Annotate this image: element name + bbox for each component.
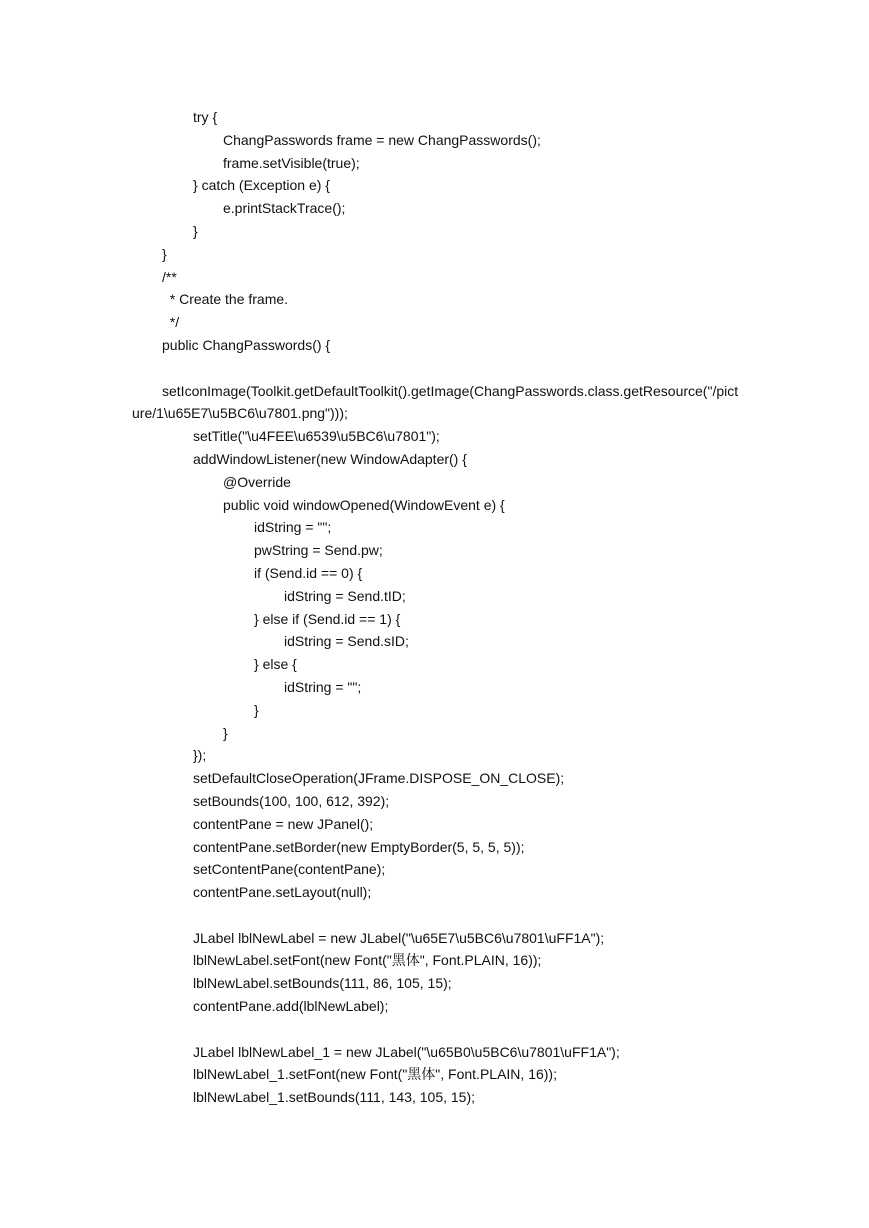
code-line: setContentPane(contentPane); (193, 861, 386, 878)
code-line: contentPane.add(lblNewLabel); (193, 998, 389, 1015)
code-line: */ (162, 314, 180, 331)
code-line: } (162, 245, 167, 262)
code-line: ure/1\u65E7\u5BC6\u7801.png"))); (132, 405, 348, 422)
code-line: contentPane.setBorder(new EmptyBorder(5, 5, 5, 5)); (193, 838, 525, 855)
code-line: JLabel lblNewLabel = new JLabel("\u65E7\u5BC6\u7801\uFF1A"); (193, 929, 605, 946)
code-line: contentPane = new JPanel(); (193, 815, 374, 832)
code-line: addWindowListener(new WindowAdapter() { (193, 450, 467, 467)
code-line: pwString = Send.pw; (254, 542, 383, 559)
code-line: } catch (Exception e) { (193, 177, 330, 194)
code-line: lblNewLabel.setBounds(111, 86, 105, 15); (193, 975, 452, 992)
code-line: /** (162, 268, 177, 285)
code-line: idString = ""; (254, 519, 332, 536)
code-line: public void windowOpened(WindowEvent e) { (223, 496, 505, 513)
code-line: * Create the frame. (162, 291, 289, 308)
code-line (0, 357, 869, 380)
code-line: contentPane.setLayout(null); (193, 884, 372, 901)
code-line: setBounds(100, 100, 612, 392); (193, 792, 390, 809)
code-line (0, 1018, 869, 1041)
code-line: idString = ""; (284, 678, 362, 695)
code-line: e.printStackTrace(); (223, 200, 346, 217)
code-line: } else if (Send.id == 1) { (254, 610, 401, 627)
code-line: ChangPasswords frame = new ChangPasswords(); (223, 131, 541, 148)
code-line (0, 904, 869, 927)
code-line: lblNewLabel.setFont(new Font("黑体", Font.PLAIN, 16)); (193, 952, 542, 969)
code-line: } (223, 724, 228, 741)
code-line: lblNewLabel_1.setBounds(111, 143, 105, 15); (193, 1089, 476, 1106)
code-line: setIconImage(Toolkit.getDefaultToolkit().getImage(ChangPasswords.class.getResource("/pict (162, 382, 739, 399)
code-line: }); (193, 747, 207, 764)
code-line: @Override (223, 473, 291, 490)
code-line: public ChangPasswords() { (162, 336, 331, 353)
code-line: setTitle("\u4FEE\u6539\u5BC6\u7801"); (193, 428, 440, 445)
code-line: lblNewLabel_1.setFont(new Font("黑体", Font.PLAIN, 16)); (193, 1066, 557, 1083)
code-line: } else { (254, 656, 297, 673)
code-listing (0, 106, 869, 1109)
code-line: JLabel lblNewLabel_1 = new JLabel("\u65B0\u5BC6\u7801\uFF1A"); (193, 1043, 620, 1060)
code-line: idString = Send.tID; (284, 587, 406, 604)
code-line: if (Send.id == 0) { (254, 564, 363, 581)
code-line: } (193, 222, 198, 239)
code-line: frame.setVisible(true); (223, 154, 360, 171)
code-line: try { (193, 109, 218, 125)
code-line: setDefaultCloseOperation(JFrame.DISPOSE_ON_CLOSE); (193, 770, 565, 787)
code-line: idString = Send.sID; (284, 633, 409, 650)
code-line: } (254, 701, 259, 718)
